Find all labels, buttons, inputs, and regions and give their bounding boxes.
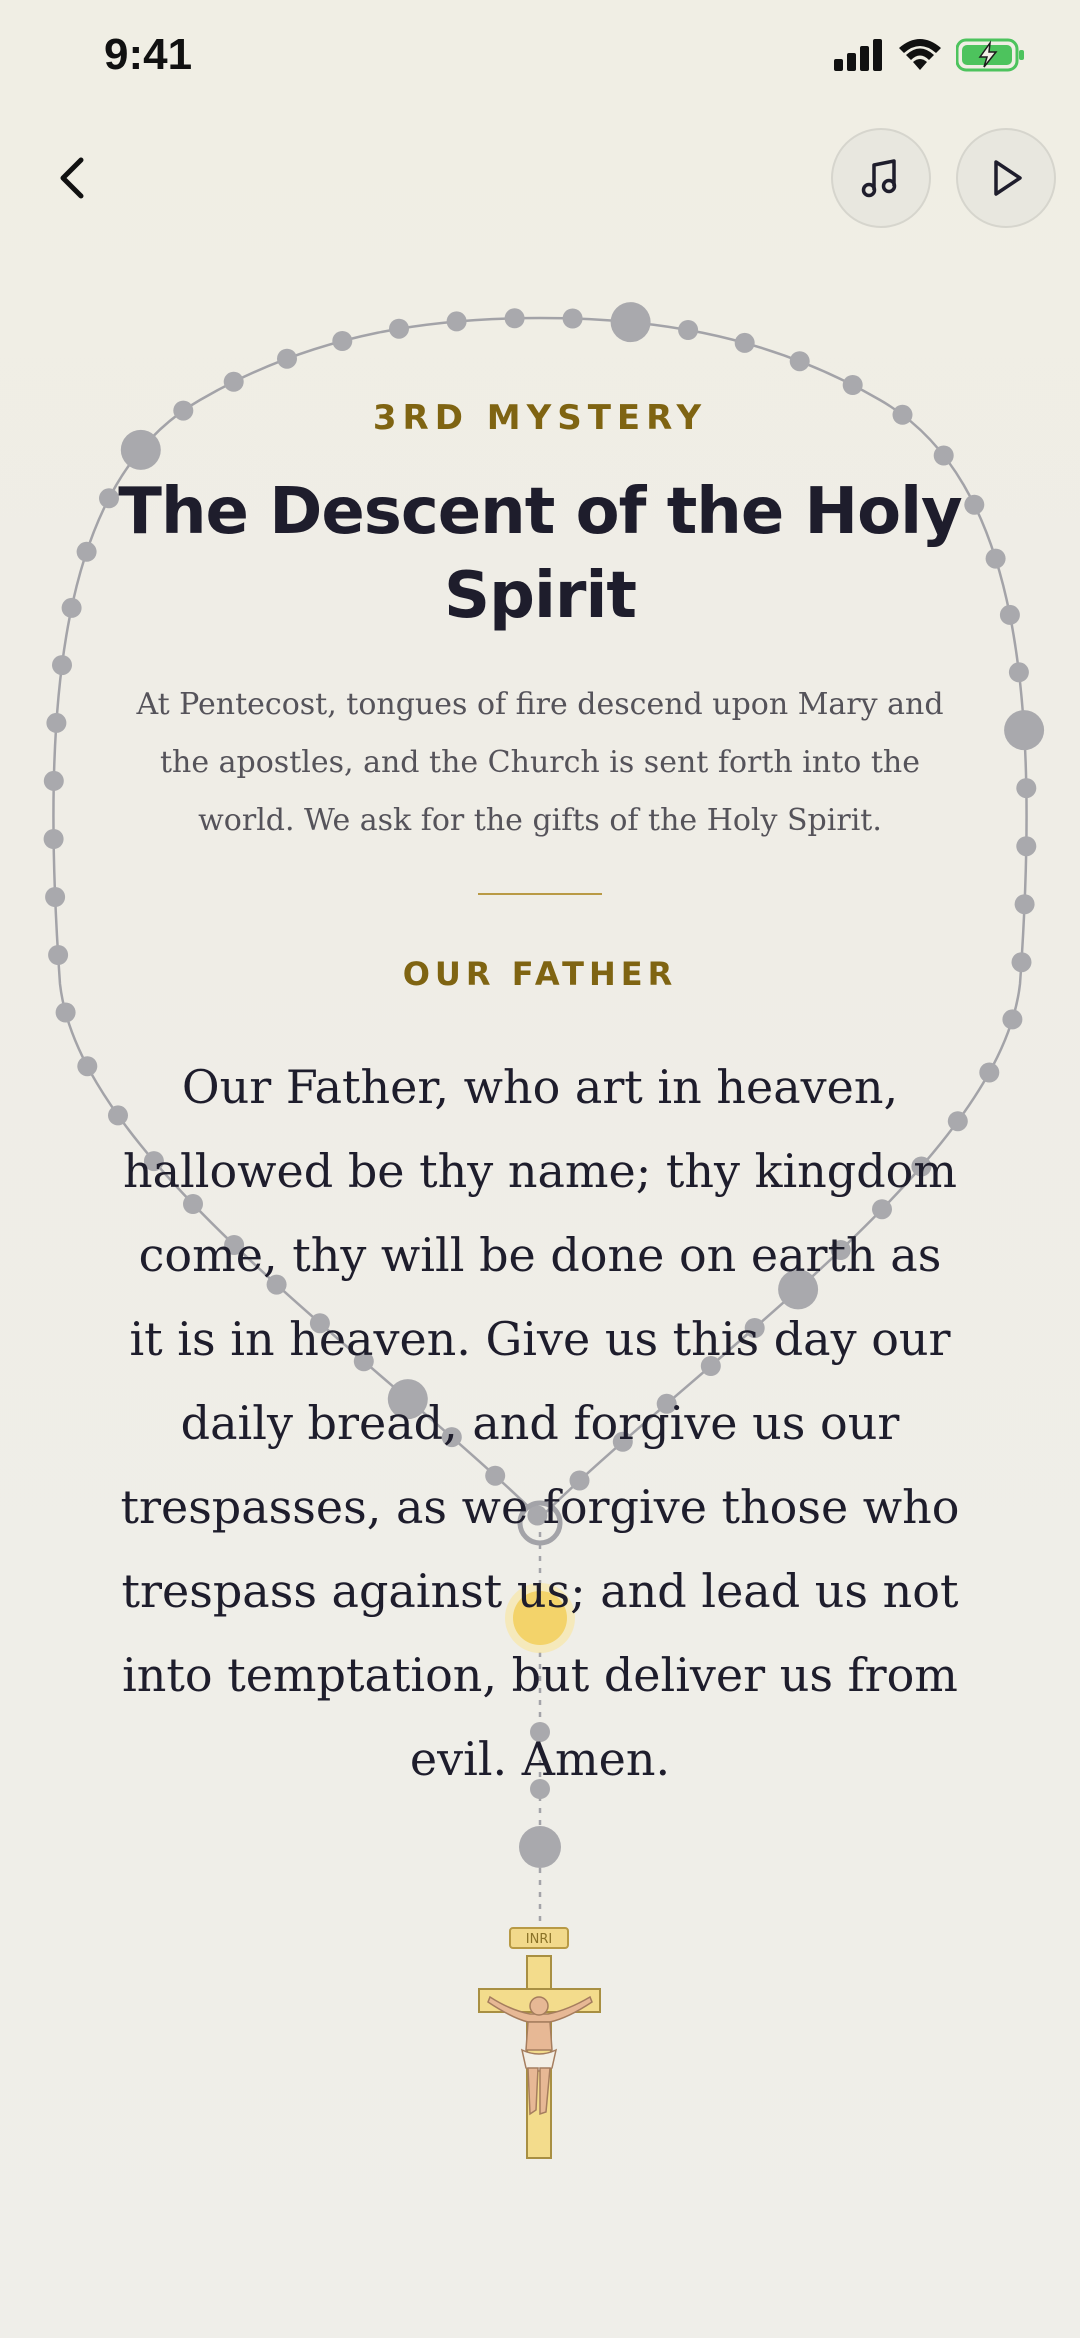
hail-mary-bead [735, 333, 755, 353]
hail-mary-bead [389, 319, 409, 339]
hail-mary-bead [224, 372, 244, 392]
back-button[interactable] [42, 148, 102, 208]
hail-mary-bead [52, 655, 72, 675]
hail-mary-bead [986, 549, 1006, 569]
music-button[interactable] [831, 128, 931, 228]
hail-mary-bead [45, 887, 65, 907]
mystery-label: 3RD MYSTERY [372, 398, 708, 438]
signal-icon [834, 39, 884, 71]
play-icon [984, 156, 1028, 200]
hail-mary-bead [56, 1003, 76, 1023]
music-note-icon [859, 156, 903, 200]
hail-mary-bead [843, 375, 863, 395]
hail-mary-bead [77, 1056, 97, 1076]
our-father-loop-bead [611, 302, 651, 342]
hail-mary-bead [62, 598, 82, 618]
status-icons [834, 38, 1026, 72]
crucifix-plaque-text: INRI [525, 1932, 553, 1947]
hail-mary-bead [1009, 662, 1029, 682]
hail-mary-bead [44, 829, 64, 849]
hail-mary-bead [46, 713, 66, 733]
battery-charging-icon [956, 38, 1026, 72]
hail-mary-bead [447, 311, 467, 331]
our-father-loop-bead [1004, 710, 1044, 750]
hail-mary-bead [77, 542, 97, 562]
mystery-description: At Pentecost, tongues of fire descend upon Mary and the apostles, and the Church is sent forth into the world. We ask for the gifts of the Holy Spirit. [136, 687, 944, 838]
hail-mary-bead [1000, 605, 1020, 625]
hail-mary-bead [979, 1063, 999, 1083]
glory-be-bead [519, 1826, 561, 1868]
hail-mary-bead [1016, 836, 1036, 856]
chevron-left-icon [57, 156, 87, 200]
hail-mary-bead [934, 446, 954, 466]
hail-mary-bead [1002, 1009, 1022, 1029]
status-bar [0, 0, 1080, 120]
hail-mary-bead [505, 308, 525, 328]
corpus-figure [488, 1997, 592, 2114]
section-divider [478, 893, 602, 895]
mystery-title: The Descent of the Holy Spirit [118, 475, 962, 633]
status-time: 9:41 [104, 30, 193, 79]
wifi-icon [898, 38, 942, 72]
hail-mary-bead [332, 331, 352, 351]
prayer-label: OUR FATHER [402, 955, 678, 993]
prayer-text: Our Father, who art in heaven, hallowed be thy name; thy kingdom come, thy will be done on earth as it is in heaven. Give us this day our daily bread, and forgive us our trespasses, as we forgive those who trespass against us; and lead us not into temptation, but deliver us from evil. Amen. [120, 1060, 960, 1786]
hail-mary-bead [678, 320, 698, 340]
crucifix [479, 1928, 600, 2158]
hail-mary-bead [790, 351, 810, 371]
play-button[interactable] [956, 128, 1056, 228]
hail-mary-bead [1016, 778, 1036, 798]
hail-mary-bead [1015, 894, 1035, 914]
hail-mary-bead [563, 309, 583, 329]
hail-mary-bead [277, 349, 297, 369]
hail-mary-bead [44, 771, 64, 791]
